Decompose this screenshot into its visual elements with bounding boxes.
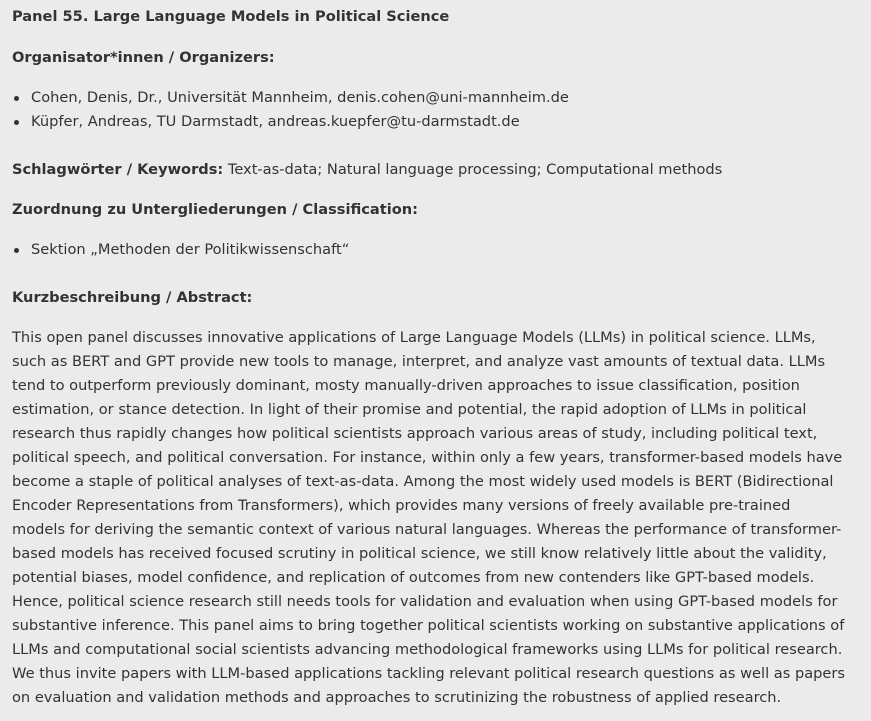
classification-text: Sektion „Methoden der Politikwissenschaft“ [31,241,350,258]
organizer-text: Küpfer, Andreas, TU Darmstadt, andreas.kuepfer@tu-darmstadt.de [31,113,520,130]
classification-list [12,238,861,262]
keywords-label: Schlagwörter / Keywords: [12,161,224,178]
abstract-text: This open panel discusses innovative applications of Large Language Models (LLMs) in political science. LLMs, such as BERT and GPT provide new tools to manage, interpret, and analyze vast amounts of textual data. LLMs tend to outperform previously dominant, mosty manually-driven approaches to issue classification, position estimation, or stance detection. In light of their promise and potential, the rapid adoption of LLMs in political research thus rapidly changes how political scientists approach various areas of study, including political text, political speech, and political conversation. For instance, within only a few years, transformer-based models have become a staple of political analyses of text-as-data. Among the most widely used models is BERT (Bidirectional Encoder Representations from Transformers), which provides many versions of freely available pre-trained models for deriving the semantic context of various natural languages. Whereas the performance of transformer-based models has received focused scrutiny in political science, we still know relatively little about the validity, potential biases, model confidence, and replication of outcomes from new contenders like GPT-based models. Hence, political science research still needs tools for validation and evaluation when using GPT-based models for substantive inference. This panel aims to bring together political scientists working on substantive applications of LLMs and computational social scientists advancing methodological frameworks using LLMs for political research. We thus invite papers with LLM-based applications tackling relevant political research questions as well as papers on evaluation and validation methods and approaches to scrutinizing the robustness of applied research. [12,329,846,706]
keywords-row [12,158,861,182]
organizer-text: Cohen, Denis, Dr., Universität Mannheim, denis.cohen@uni-mannheim.de [31,89,569,106]
organizer-item [12,110,861,134]
classification-item [12,238,861,262]
bullet-icon [14,248,19,253]
organizers-list [12,86,861,134]
organizers-heading: Organisator*innen / Organizers: [12,49,275,66]
classification-heading: Zuordnung zu Untergliederungen / Classification: [12,201,418,218]
organizer-item [12,86,861,110]
bullet-icon [14,120,19,125]
keywords-value: Text-as-data; Natural language processing; Computational methods [223,161,723,178]
panel-title: Panel 55. Large Language Models in Political Science [12,8,450,25]
abstract-heading: Kurzbeschreibung / Abstract: [12,289,253,306]
bullet-icon [14,96,19,101]
